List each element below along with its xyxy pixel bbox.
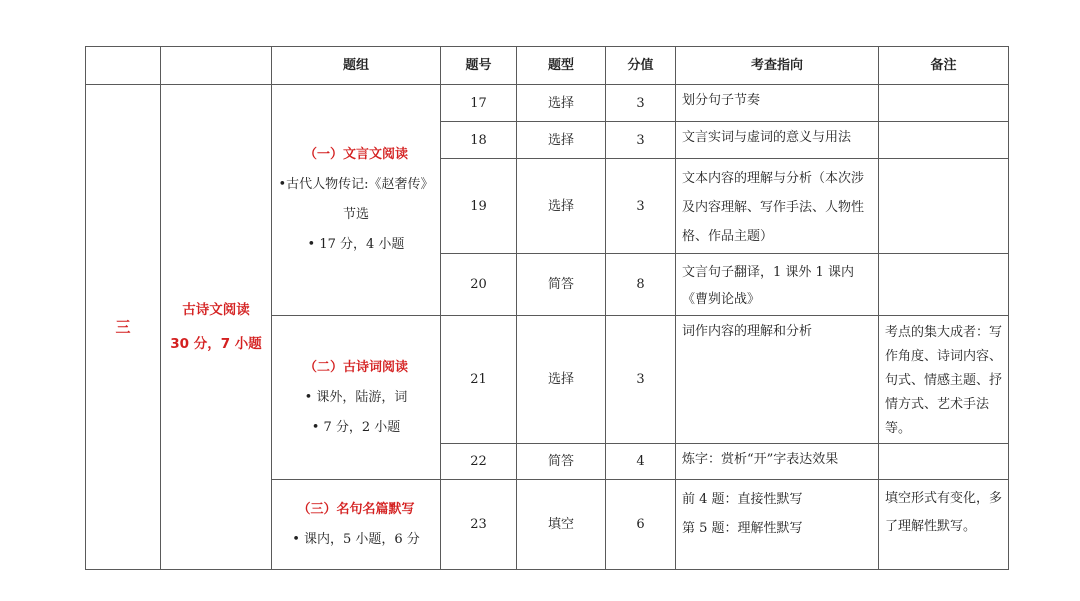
- group-cell-2: [272, 316, 441, 480]
- question-focus: 词作内容的理解和分析: [676, 316, 879, 444]
- question-number: 18: [441, 122, 517, 159]
- header-type: 题型: [517, 47, 606, 85]
- question-number: 20: [441, 254, 517, 316]
- question-note: [879, 254, 1009, 316]
- header-cell-blank-2: [161, 47, 272, 85]
- question-type: 选择: [517, 159, 606, 254]
- focus-line: 第 5 题：理解性默写: [682, 521, 803, 536]
- header-group: 题组: [272, 47, 441, 85]
- question-focus: 文本内容的理解与分析（本次涉及内容理解、写作手法、人物性格、作品主题）: [676, 159, 879, 254]
- question-type: 简答: [517, 254, 606, 316]
- group-line: • 课外，陆游，词: [304, 389, 408, 405]
- group-line: • 7 分，2 小题: [311, 419, 401, 435]
- table-row: [86, 85, 1009, 122]
- group-line: • 17 分，4 小题: [307, 237, 405, 252]
- question-focus: 划分句子节奏: [676, 85, 879, 122]
- question-number: 21: [441, 316, 517, 444]
- header-note: 备注: [879, 47, 1009, 85]
- group-cell-1: [272, 85, 441, 316]
- group-title: （一）文言文阅读: [303, 147, 408, 162]
- question-score: 3: [606, 122, 676, 159]
- question-type: 选择: [517, 122, 606, 159]
- header-focus: 考查指向: [676, 47, 879, 85]
- question-note: 填空形式有变化，多了理解性默写。: [879, 480, 1009, 570]
- group-line: •古代人物传记:《赵奢传》: [278, 177, 434, 192]
- question-focus: 文言实词与虚词的意义与用法: [676, 122, 879, 159]
- question-note: [879, 444, 1009, 480]
- exam-structure-table: [85, 46, 1009, 570]
- question-number: 22: [441, 444, 517, 480]
- question-type: 选择: [517, 85, 606, 122]
- question-type: 简答: [517, 444, 606, 480]
- section-mark: 三: [86, 85, 161, 570]
- question-score: 3: [606, 85, 676, 122]
- header-score: 分值: [606, 47, 676, 85]
- category-cell: [161, 85, 272, 570]
- question-number: 23: [441, 480, 517, 570]
- group-title: （三）名句名篇默写: [297, 501, 415, 517]
- header-number: 题号: [441, 47, 517, 85]
- question-note: [879, 122, 1009, 159]
- focus-line: 前 4 题：直接性默写: [682, 492, 803, 507]
- question-focus: [676, 480, 879, 570]
- question-number: 19: [441, 159, 517, 254]
- question-score: 8: [606, 254, 676, 316]
- question-focus: 文言句子翻译，1 课外 1 课内《曹刿论战》: [676, 254, 879, 316]
- question-note: [879, 85, 1009, 122]
- group-line: • 课内，5 小题，6 分: [292, 531, 420, 547]
- question-score: 3: [606, 159, 676, 254]
- question-number: 17: [441, 85, 517, 122]
- question-note: [879, 159, 1009, 254]
- question-score: 6: [606, 480, 676, 570]
- question-type: 选择: [517, 316, 606, 444]
- question-focus: 炼字：赏析“开”字表达效果: [676, 444, 879, 480]
- question-type: 填空: [517, 480, 606, 570]
- category-title: 古诗文阅读: [182, 302, 250, 318]
- category-score: 30 分，7 小题: [170, 336, 262, 352]
- header-row: [86, 47, 1009, 85]
- question-score: 4: [606, 444, 676, 480]
- group-line: 节选: [342, 207, 369, 222]
- header-cell-blank-1: [86, 47, 161, 85]
- group-title: （二）古诗词阅读: [303, 359, 408, 375]
- group-cell-3: [272, 480, 441, 570]
- question-score: 3: [606, 316, 676, 444]
- question-note: 考点的集大成者：写作角度、诗词内容、句式、情感主题、抒情方式、艺术手法等。: [879, 316, 1009, 444]
